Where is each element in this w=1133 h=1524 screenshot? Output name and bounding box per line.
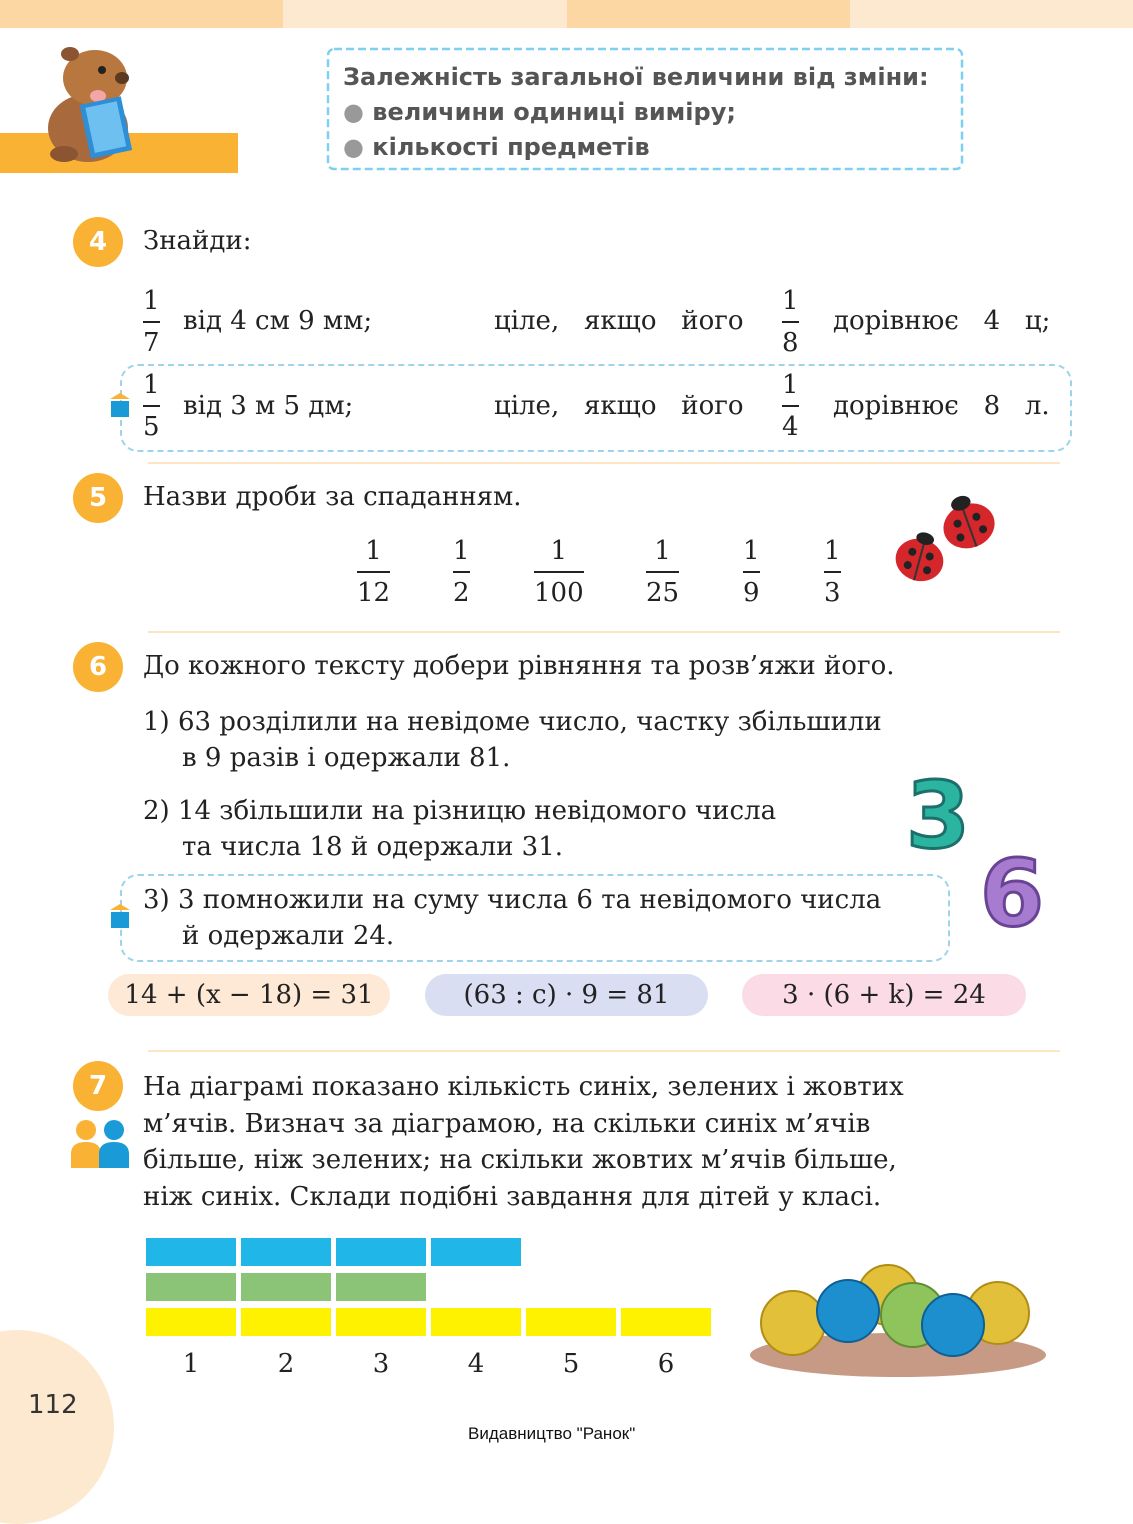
top-band-2 (283, 0, 567, 28)
divider (148, 631, 1060, 633)
task4-row1-left: від 4 см 9 мм; (183, 306, 373, 336)
equation-option-3 (742, 974, 1026, 1016)
pair-work-icon (69, 1118, 133, 1168)
equation-option-1 (108, 974, 390, 1016)
numerator: 1 (143, 286, 160, 316)
numerator: 1 (654, 536, 671, 566)
fraction (646, 536, 679, 608)
bullet-icon: ● (343, 98, 373, 126)
task4-row1-right-pre: ціле, якщо його (494, 306, 744, 336)
bar-segment (241, 1238, 331, 1266)
numerator: 1 (365, 536, 382, 566)
task4-row2-right-pre: ціле, якщо його (494, 391, 744, 421)
text-line: м’ячів. Визнач за діаграмою, на скільки синіх м’ячів (143, 1108, 871, 1139)
top-band-1 (0, 0, 283, 28)
item-line: 2) 14 збільшили на різницю невідомого числа (143, 796, 777, 826)
text-line: На діаграмі показано кількість синіх, зелених і жовтих (143, 1072, 904, 1102)
yarn-balls-image (748, 1255, 1048, 1380)
task-number-badge: 6 (73, 642, 123, 692)
fraction (782, 370, 799, 442)
bar-segment (336, 1273, 426, 1301)
page-corner-shape (0, 1330, 114, 1524)
bar-segment (146, 1308, 236, 1336)
fraction (782, 286, 799, 358)
top-band-3 (567, 0, 850, 28)
fraction (743, 536, 760, 608)
capybara-reading-icon (40, 38, 145, 163)
denominator: 7 (143, 328, 160, 358)
denominator: 8 (782, 328, 799, 358)
topic-box-item-1 (343, 95, 929, 130)
text-line: більше, ніж зелених; на скільки жовтих м’ячів більше, (143, 1145, 897, 1175)
item-line: 3) 3 помножили на суму числа 6 та невідомого числа (143, 885, 882, 915)
task-number-badge: 7 (73, 1061, 123, 1111)
bullet-icon: ● (343, 133, 373, 161)
bar-segment (431, 1308, 521, 1336)
task-number-badge: 5 (73, 473, 123, 523)
task5-prompt: Назви дроби за спаданням. (143, 482, 522, 512)
denominator: 2 (453, 578, 470, 608)
cube-marker-icon (110, 393, 130, 417)
task4-row2-right-post: дорівнює 8 л. (833, 391, 1050, 421)
numerator: 1 (782, 286, 799, 316)
denominator: 25 (646, 578, 680, 608)
x-tick-label: 1 (182, 1349, 200, 1379)
divider (148, 1050, 1060, 1052)
ball-count-chart (146, 1238, 716, 1378)
bar-segment (526, 1308, 616, 1336)
item-line: в 9 разів і одержали 81. (182, 743, 511, 773)
page-number: 112 (28, 1390, 78, 1420)
topic-box-item-2 (343, 130, 929, 165)
bar-segment (336, 1238, 426, 1266)
topic-item-label: величини одиниці виміру; (372, 98, 736, 126)
denominator: 100 (534, 578, 584, 608)
task4-row2-left: від 3 м 5 дм; (183, 391, 354, 421)
denominator: 12 (357, 578, 391, 608)
divider (148, 462, 1060, 464)
digit-six-icon: 6 (980, 840, 1045, 947)
numerator: 1 (550, 536, 568, 566)
bar-segment (146, 1238, 236, 1266)
denominator: 5 (143, 412, 160, 442)
task6-item-3 (143, 882, 881, 954)
topic-box-title: Залежність загальної величини від зміни: (343, 63, 929, 91)
equation-text: 3 · (6 + k) = 24 (782, 980, 986, 1010)
topic-box (343, 60, 929, 165)
denominator: 3 (824, 578, 841, 608)
item-line: та числа 18 й одержали 31. (182, 832, 564, 862)
fraction (824, 536, 841, 608)
fraction (534, 536, 584, 608)
x-tick-label: 3 (372, 1349, 390, 1379)
equation-text: 14 + (x − 18) = 31 (124, 980, 374, 1010)
x-tick-label: 5 (562, 1349, 580, 1379)
fraction (143, 370, 160, 442)
task4-row1-right-post: дорівнює 4 ц; (833, 306, 1051, 336)
item-line: й одержали 24. (182, 921, 395, 951)
numerator: 1 (143, 370, 160, 400)
numerator: 1 (743, 536, 760, 566)
task6-item-2 (143, 793, 776, 865)
numerator: 1 (824, 536, 841, 566)
numerator: 1 (453, 536, 470, 566)
bar-segment (336, 1308, 426, 1336)
equation-text: (63 : c) · 9 = 81 (463, 980, 670, 1010)
task6-item-1 (143, 704, 882, 776)
fraction (357, 536, 390, 608)
topic-item-label: кількості предметів (372, 133, 650, 161)
task6-prompt: До кожного тексту добери рівняння та розв’яжи його. (143, 651, 895, 681)
bar-segment (431, 1238, 521, 1266)
fraction (453, 536, 470, 608)
top-band-4 (850, 0, 1133, 28)
digit-three-icon: 3 (906, 762, 971, 869)
publisher-label: Видавництво "Ранок" (468, 1424, 636, 1443)
bar-segment (241, 1273, 331, 1301)
task7-text (143, 1069, 904, 1215)
ladybugs-icon (888, 488, 1008, 593)
item-line: 1) 63 розділили на невідоме число, частку збільшили (143, 707, 882, 737)
equation-option-2 (425, 974, 708, 1016)
bar-segment (621, 1308, 711, 1336)
cube-marker-icon (110, 904, 130, 928)
task-number-badge: 4 (73, 217, 123, 267)
x-tick-label: 2 (277, 1349, 295, 1379)
bar-segment (241, 1308, 331, 1336)
bar-segment (146, 1273, 236, 1301)
fraction (143, 286, 160, 358)
denominator: 9 (743, 578, 760, 608)
denominator: 4 (782, 412, 799, 442)
text-line: ніж синіх. Склади подібні завдання для дітей у класі. (143, 1181, 882, 1212)
x-tick-label: 6 (657, 1349, 675, 1379)
task4-prompt: Знайди: (143, 226, 252, 256)
x-tick-label: 4 (467, 1349, 485, 1379)
numerator: 1 (782, 370, 799, 400)
